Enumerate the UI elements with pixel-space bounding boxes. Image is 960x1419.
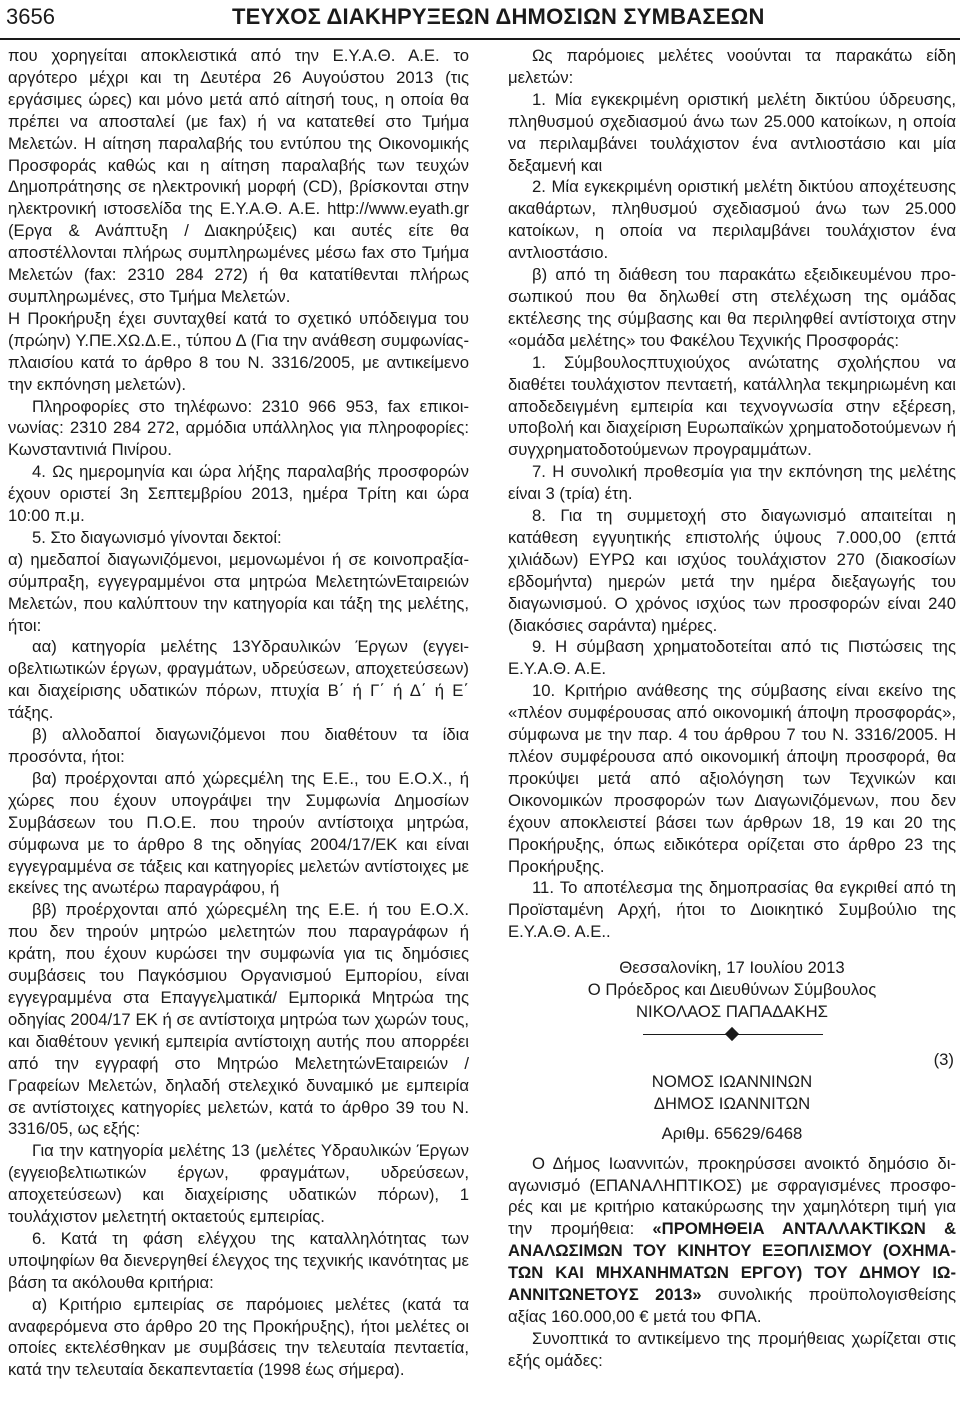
page-header <box>0 0 960 40</box>
paragraph: 4. Ως ημερομηνία και ώρα λήξης παραλαβής προσφορών έχουν οριστεί 3η Σεπτεμβρίου 2013, ημέρα Τρίτη και ώρα 10:00 π.μ. <box>8 462 469 526</box>
left-column <box>8 45 469 1381</box>
notice-header <box>508 1049 956 1145</box>
paragraph: Για την κατηγορία μελέτης 13 (μελέτες Υδραυλικών Έργων (εγγειοβελτιωτικών έργων, φραγμάτων, υδρεύσεων, αποχετεύσεων) και διαχείρισης υδατικών πόρων), 1 τουλάχιστον μελετητή οκταετούς εμπειρίας. <box>8 1141 469 1227</box>
publication-title: ΤΕΥΧΟΣ ΔΙΑΚΗΡΥΞΕΩΝ ΔΗΜΟΣΙΩΝ ΣΥΜΒΑΣΕΩΝ <box>232 4 765 29</box>
notice-municipality: ΔΗΜΟΣ ΙΩΑΝΝΙΤΩΝ <box>653 1093 811 1113</box>
paragraph: ββ) προέρχονται από χώρεςμέλη της Ε.Ε. ή του Ε.Ο.Χ. που δεν τηρούν μητρώο μελετητών που παραγράφων ή κράτη, που έχουν κυρώσει την συμφωνία για τις δημόσιες συμβάσεις του Παγκόσμιου Οργανισμού Εμπορίου, είναι εγγεγραμμένα στα Επαγγελματικά/ Εμπορικά Μητρώα της οδηγίας 2004/17 ΕΚ ή σε αντίστοιχα μητρώα των χωρών τους, και διαθέτουν γενική εμπειρία αντίστοιχη αυτής που απορρέει από την εγγραφή στο Μητρώο ΜελετητώνΕταιρειών / Γραφείων Μελετών, δηλαδή στελεχικό δυναμικό με εμπειρία σε αντίστοιχες κατηγορίες μελετών, κατά το άρθρο 39 του Ν. 3316/05, ως εξής: <box>8 900 469 1139</box>
divider-diamond-icon <box>725 1027 739 1041</box>
right-column <box>508 45 956 1372</box>
notice-body-intro: Ο Δήμος Ιωαννιτών, προκηρύσσει ανοικτό δημόσιο διαγωνισμό (ΕΠΑΝΑΛΗΠΤΙΚΟΣ) με σφραγισμένες προσφορές και με κριτήριο κατακύρωσης την χαμηλότερη τιμή για την προμήθεια: <box>508 1153 956 1239</box>
paragraph: αα) κατηγορία μελέτης 13Υδραυλικών Έργων (εγγειοβελτιωτικών έργων, φραγμάτων, υδρεύσεων, αποχετεύσεων) και διαχείρισης υδατικών πόρων, πτυχία Β΄ ή Γ΄ ή Δ΄ ή Ε΄ τάξης. <box>8 637 469 723</box>
notice-prefecture: ΝΟΜΟΣ ΙΩΑΝΝΙΝΩΝ <box>651 1071 813 1091</box>
paragraph: β) αλλοδαποί διαγωνιζόμενοι που διαθέτουν τα ίδια προσόντα, ήτοι: <box>8 725 469 766</box>
paragraph: 9. Η σύμβαση χρηματοδοτείται από τις Πιστώσεις της Ε.Υ.Α.Θ. Α.Ε. <box>508 637 956 679</box>
paragraph: α) Κριτήριο εμπειρίας σε παρόμοιες μελέτες (κατά τα αναφερόμενα στο άρθρο 20 της Προκήρυξης), ήτοι μελέτες οι οποίες εκτελέσθηκαν με συμβάσεις την τελευταία πενταετία, κατά την τελευταία δεκαπενταετία (1998 έως σήμερα). <box>8 1294 469 1380</box>
signature-name: ΝΙΚΟΛΑΟΣ ΠΑΠΑΔΑΚΗΣ <box>636 1001 828 1021</box>
paragraph: 1. Μία εγκεκριμένη οριστική μελέτη δικτύου ύδρευσης, πληθυσμού σχεδιασμού άνω των 25.000 κατοίκων, η οποία να περιλαμβάνει τουλάχιστον ένα αντλιοστάσιο και μία δεξαμενή και <box>508 89 956 175</box>
section-divider <box>508 1027 956 1043</box>
notice-body-subject: «ΠΡΟΜΗΘΕΙΑ ΑΝΤΑΛΛΑΚΤΙΚΩΝ & ΑΝΑΛΩΣΙΜΩΝ ΤΟΥ ΚΙΝΗΤΟΥ ΕΞΟΠΛΙΣΜΟΥ (ΟΧΗΜΑΤΩΝ ΚΑΙ ΜΗΧΑΝΗΜΑΤΩΝ ΕΡΓΟΥ) ΤΟΥ ΔΗΜΟΥ ΙΩΑΝΝΙΤΩΝΕΤΟΥΣ 2013» <box>508 1219 956 1305</box>
right-column-paragraphs <box>508 45 956 943</box>
paragraph: 5. Στο διαγωνισμό γίνονται δεκτοί: <box>32 527 282 547</box>
paragraph: β) από τη διάθεση του παρακάτω εξειδικευμένου προσωπικού που θα δηλωθεί στη στελέχωση της ομάδας εκτέλεσης της σύμβασης και θα περιληφθεί αντίστοιχα στην «ομάδα μελέτης» του Φακέλου Τεχνικής Προσφοράς: <box>508 265 956 350</box>
notice-closing: Συνοπτικά το αντικείμενο της προμήθειας χωρίζεται στις εξής ομάδες: <box>508 1328 956 1370</box>
page-number: 3656 <box>6 4 55 29</box>
paragraph: Ως παρόμοιες μελέτες νοούνται τα παρακάτω είδη μελετών: <box>508 46 956 87</box>
notice-body-value: συνολικής προϋπολογισθείσης αξίας 160.000,00 € μετά του ΦΠΑ. <box>508 1285 956 1326</box>
paragraph: που χορηγείται αποκλειστικά από την Ε.Υ.Α.Θ. Α.Ε. το αργότερο μέχρι και τη Δευτέρα 26 Αυγούστου 2013 (τις εργάσιμες ώρες) και μόνο μετά από αίτησή τους, η οποία θα πρέπει να αποσταλεί (με fax) ή να κατατεθεί στο Τμήμα Μελετών. Η αίτηση παραλαβής του εντύπου της Οικονομικής Προσφοράς καθώς και η αίτηση παραλαβής των τευχών Δημοπράτησης σε ηλεκτρονική μορφή (CD), βρίσκονται στην ηλεκτρονική ιστοσελίδα της Ε.Υ.Α.Θ. Α.Ε. http://www.eyath.gr (Εργα & Ανάπτυξη / Διακηρύξεις) και αυτές είτε θα αποστέλλονται πλήρως συμπληρωμένες μέσω fax στο Τμήμα Μελετών (fax: 2310 284 272) ή θα κατατίθενται πλήρως συμπληρωμένες, στο Τμήμα Μελετών. <box>8 46 469 306</box>
paragraph: 8. Για τη συμμετοχή στο διαγωνισμό απαιτείται η κατάθεση εγγυητικής επιστολής ύψους 7.000,00 (επτά χιλιάδων) ΕΥΡΩ και ισχύος τουλάχιστον 270 (διακοσίων εβδομήντα) ημερών μετά την ημέρα διεξαγωγής του διαγωνισμού. Ο χρόνος ισχύος των προσφορών είναι 240 (διακόσιες σαράντα) ημέρες. <box>508 506 956 635</box>
signature-place-date: Θεσσαλονίκη, 17 Ιουλίου 2013 <box>619 958 845 978</box>
paragraph: βα) προέρχονται από χώρεςμέλη της Ε.Ε., του Ε.Ο.Χ., ή χώρες που έχουν υπογράψει την Συμφωνία Δημοσίων Συμβάσεων του Π.Ο.Ε. που τηρούν αντίστοιχα μητρώα, σύμφωνα με το άρθρο 8 της οδηγίας 2004/17/ΕΚ και είναι εγγεγραμμένα σε τάξεις και κατηγορίες μελετών αντίστοιχες με εκείνες της ανωτέρω παραγράφου, ή <box>8 768 469 898</box>
paragraph: 6. Κατά τη φάση ελέγχου της καταλληλότητας των υποψηφίων θα διενεργηθεί έλεγχος της τεχνικής ικανότητας με βάση τα ακόλουθα κριτήρια: <box>8 1228 469 1292</box>
paragraph: α) ημεδαποί διαγωνιζόμενοι, μεμονωμένοι ή σε κοινοπραξίασύμπραξη, εγγεγραμμένοι στα μητρώα ΜελετητώνΕταιρειών Μελετών, που καλύπτουν την κατηγορία και τάξη της μελέτης, ήτοι: <box>8 549 469 635</box>
notice-ref-number: (3) <box>933 1049 954 1069</box>
paragraph: 11. Το αποτέλεσμα της δημοπρασίας θα εγκριθεί από τη Προϊσταμένη Αρχή, ήτοι το Διοικητικό Συμβούλιο της Ε.Υ.Α.Θ. Α.Ε.. <box>508 878 956 942</box>
notice-protocol: Αριθμ. 65629/6468 <box>661 1123 803 1143</box>
paragraph: 10. Κριτήριο ανάθεσης της σύμβασης είναι εκείνο της «πλέον συμφέρουσας από οικονομική άποψη προσφοράς», σύμφωνα με την παρ. 4 του άρθρου 7 του Ν. 3316/2005. Η πλέον συμφέρουσα από οικονομική άποψη προσφορά, θα προκύψει μετά από αξιολόγηση των Τεχνικών και Οικονομικών προσφορών των Διαγωνιζόμενων, που δεν έχουν αποκλειστεί βάσει των άρθρων 18, 19 και 20 της Προκήρυξης, όπως ειδικότερα ορίζεται στο άρθρο 23 της Προκήρυξης. <box>508 681 956 876</box>
paragraph: Πληροφορίες στο τηλέφωνο: 2310 966 953, fax επικοινωνίας: 2310 284 272, αρμόδια υπάλληλος για πληροφορίες: Κωνσταντινιά Πινίρου. <box>8 396 469 460</box>
notice-body <box>508 1153 956 1328</box>
signature-role: Ο Πρόεδρος και Διευθύνων Σύμβουλος <box>587 980 877 1000</box>
paragraph: Η Προκήρυξη έχει συνταχθεί κατά το σχετικό υπόδειγμα του (πρώην) Υ.ΠΕ.ΧΩ.Δ.Ε., τύπου Δ (Για την ανάθεση συμφωνίαςπλαισίου κατά το άρθρο 8 του Ν. 3316/2005, με αντικείμενο την εκπόνηση μελετών). <box>8 308 469 394</box>
paragraph: 2. Μία εγκεκριμένη οριστική μελέτη δικτύου αποχέτευσης ακαθάρτων, πληθυσμού σχεδιασμού άνω των 25.000 κατοίκων, η οποία να περιλαμβάνει τουλάχιστον ένα αντλιοστάσιο. <box>508 177 956 263</box>
paragraph: 1. Σύμβουλοςπτυχιούχος ανώτατης σχολήςπου να διαθέτει τουλάχιστον πενταετή, κατάλληλα τεκμηριωμένη και αποδεδειγμένη εμπειρία και τεχνογνωσία στην εξέρεση, υποβολή και διαχείριση Ευρωπαϊκών χρηματοδοτούμενων ή συγχρηματοδοτούμενων προγραμμάτων. <box>508 352 956 460</box>
paragraph: 7. Η συνολική προθεσμία για την εκπόνηση της μελέτης είναι 3 (τρία) έτη. <box>508 462 956 504</box>
